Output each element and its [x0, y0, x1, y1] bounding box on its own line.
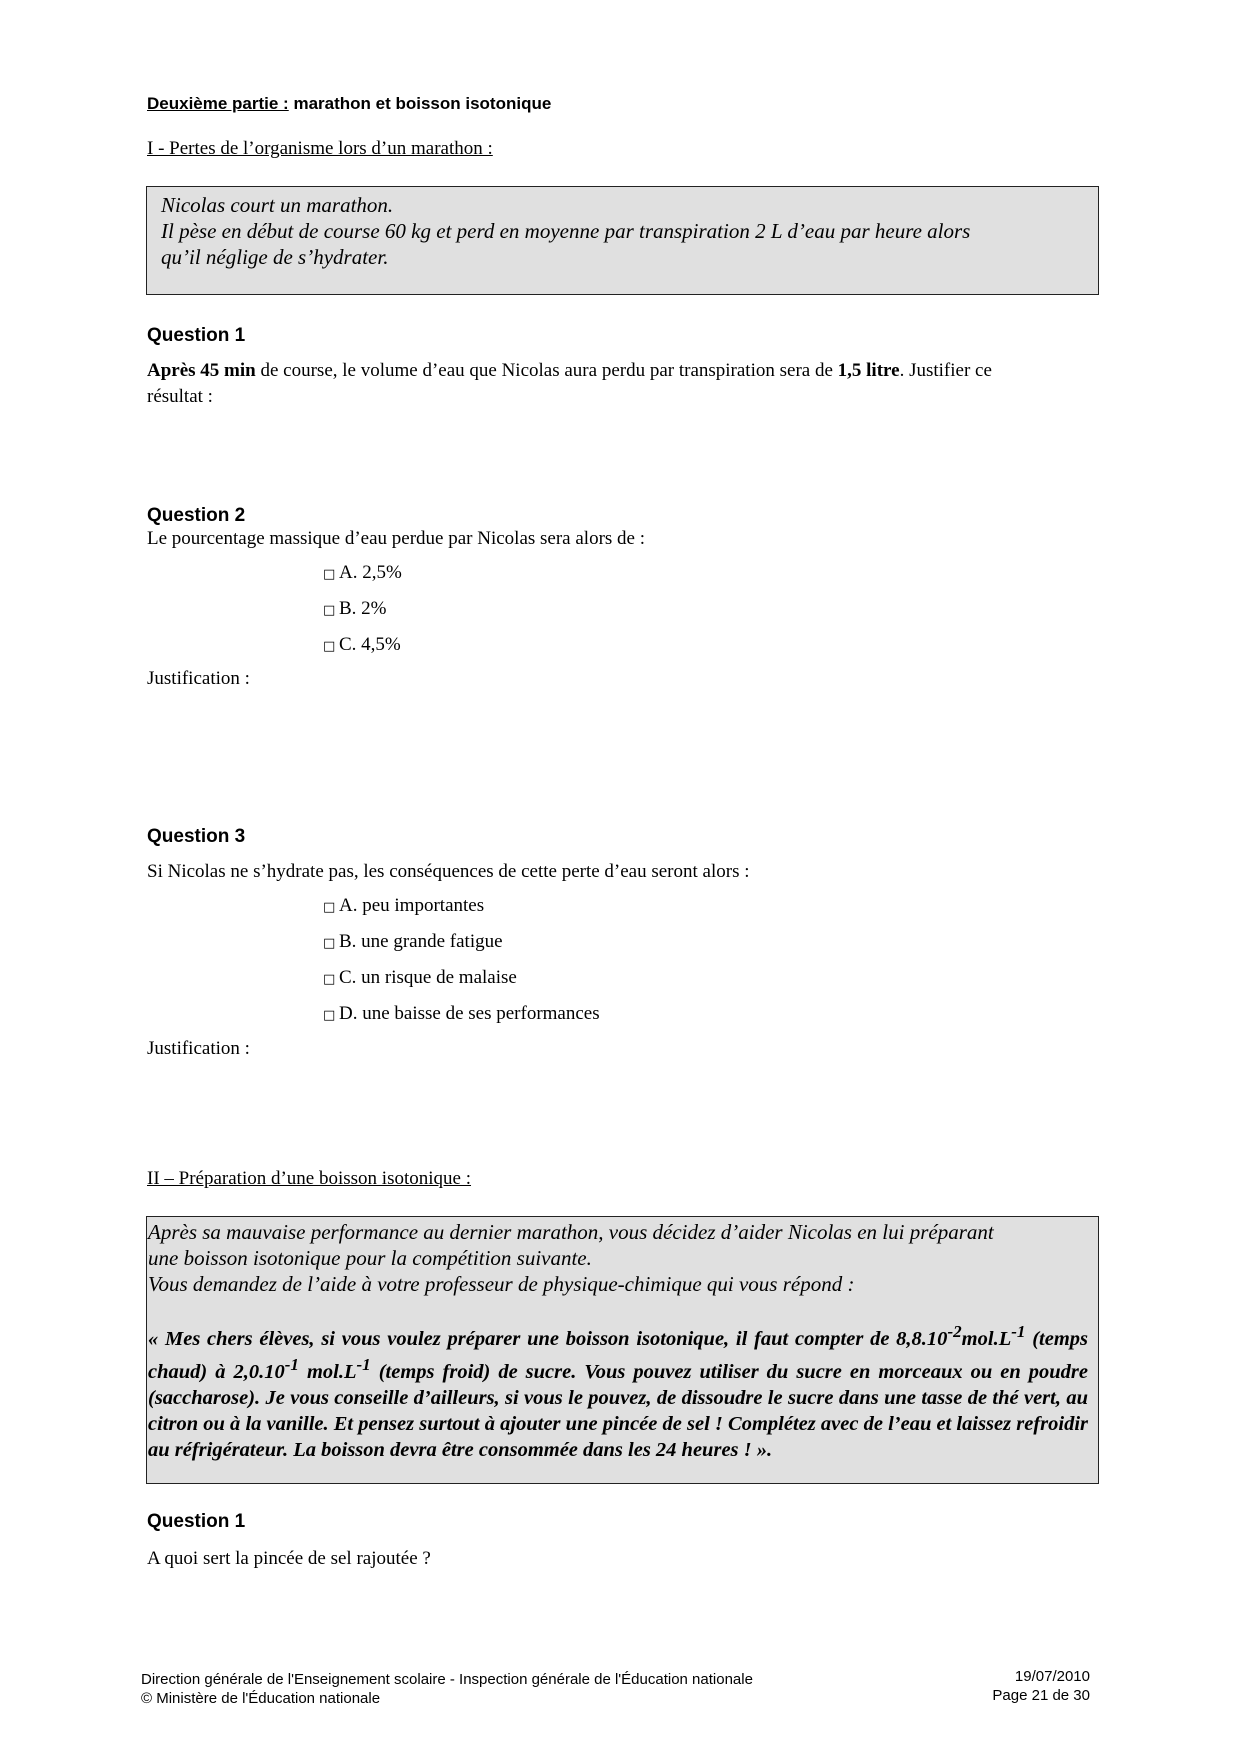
q3-option-d[interactable] [323, 1003, 600, 1025]
question-1-heading: Question 1 [147, 325, 246, 346]
q2-option-b[interactable] [323, 598, 387, 620]
q3-option-d-label: D. une baisse de ses performances [339, 1003, 600, 1024]
quote-exponent-3: -1 [284, 1354, 299, 1374]
q3-option-a-label: A. peu importantes [339, 895, 485, 916]
checkbox-icon[interactable]: □ [323, 1008, 336, 1023]
teacher-advice-box [146, 1216, 1099, 1484]
footer-right [968, 1667, 1090, 1705]
q1-bold-duration: Après 45 min [147, 360, 256, 381]
question-3-heading: Question 3 [147, 826, 246, 847]
q1-text-line2: résultat : [147, 386, 213, 407]
q3-option-b-label: B. une grande fatigue [339, 931, 503, 952]
quote-part-1: « Mes chers élèves, si vous voulez préparer une boisson isotonique, il faut compter de 8,8.10 [148, 1327, 948, 1350]
part-title: marathon et boisson isotonique [288, 94, 552, 113]
checkbox-icon[interactable]: □ [323, 603, 336, 618]
q1-text-part1: de course, le volume d’eau que Nicolas aura perdu par transpiration sera de [255, 360, 838, 381]
question-4-heading: Question 1 [147, 1511, 246, 1532]
checkbox-icon[interactable]: □ [323, 936, 336, 951]
checkbox-icon[interactable]: □ [323, 567, 336, 582]
quote-part-5: (temps froid) de sucre. Vous pouvez utiliser du sucre en morceaux ou en poudre (saccharose). Je vous conseille d’ailleurs, si vous le pouvez, de dissoudre le sucre dans une tasse de thé vert, au citron ou à la vanille. Et pensez surtout à ajouter une pincée de sel ! Complétez avec de l’eau et laissez refroidir au réfrigérateur. La boisson devra être consommée dans les 24 heures ! ». [148, 1360, 1088, 1461]
quote-part-2: mol.L [961, 1327, 1012, 1350]
q2-option-c-label: C. 4,5% [339, 634, 401, 655]
q3-option-c[interactable] [323, 967, 517, 989]
q3-option-c-label: C. un risque de malaise [339, 967, 517, 988]
checkbox-icon[interactable]: □ [323, 972, 336, 987]
question-4-prompt: A quoi sert la pincée de sel rajoutée ? [147, 1548, 431, 1569]
checkbox-icon[interactable]: □ [323, 900, 336, 915]
intro-line-2: une boisson isotonique pour la compétition suivante. [148, 1246, 592, 1270]
quote-exponent-4: -1 [356, 1354, 371, 1374]
footer-left [141, 1670, 753, 1708]
question-3-prompt: Si Nicolas ne s’hydrate pas, les conséquences de cette perte d’eau seront alors : [147, 861, 750, 882]
section-1-title: I - Pertes de l’organisme lors d’un marathon : [147, 138, 493, 159]
q2-justification-label: Justification : [147, 668, 250, 689]
scenario-line-1: Nicolas court un marathon. [161, 193, 394, 217]
footer-line-2: © Ministère de l'Éducation nationale [141, 1690, 381, 1707]
q1-text-part2: . Justifier ce [899, 360, 992, 381]
scenario-line-3: qu’il néglige de s’hydrater. [161, 245, 389, 269]
checkbox-icon[interactable]: □ [323, 639, 336, 654]
footer-date: 19/07/2010 [1014, 1668, 1090, 1685]
quote-exponent-2: -1 [1011, 1322, 1026, 1341]
scenario-box [146, 186, 1099, 295]
quote-part-3: (temps chaud) à 2,0.10 [148, 1327, 1089, 1383]
intro-line-1: Après sa mauvaise performance au dernier marathon, vous décidez d’aider Nicolas en lui préparant [148, 1220, 994, 1244]
part-heading [147, 94, 551, 114]
q2-option-a[interactable] [323, 562, 402, 584]
q3-option-b[interactable] [323, 931, 503, 953]
q2-option-a-label: A. 2,5% [339, 562, 402, 583]
q1-bold-volume: 1,5 litre [837, 360, 900, 381]
q3-justification-label: Justification : [147, 1038, 250, 1059]
footer-line-1: Direction générale de l'Enseignement scolaire - Inspection générale de l'Éducation nationale [141, 1671, 753, 1688]
scenario-line-2: Il pèse en début de course 60 kg et perd en moyenne par transpiration 2 L d’eau par heure alors [161, 219, 971, 243]
teacher-quote [148, 1319, 1088, 1463]
question-2-prompt: Le pourcentage massique d’eau perdue par Nicolas sera alors de : [147, 528, 646, 549]
quote-exponent-1: -2 [947, 1322, 962, 1341]
quote-part-4: mol.L [298, 1360, 357, 1383]
q3-option-a[interactable] [323, 895, 484, 917]
question-1-text [147, 358, 1107, 410]
footer-page-number: Page 21 de 30 [992, 1687, 1090, 1704]
q2-option-b-label: B. 2% [339, 598, 387, 619]
q2-option-c[interactable] [323, 634, 401, 656]
part-label: Deuxième partie : [147, 94, 289, 113]
intro-line-3: Vous demandez de l’aide à votre professeur de physique-chimique qui vous répond : [148, 1272, 855, 1296]
section-2-title: II – Préparation d’une boisson isotonique : [147, 1168, 472, 1189]
question-2-heading: Question 2 [147, 505, 246, 526]
